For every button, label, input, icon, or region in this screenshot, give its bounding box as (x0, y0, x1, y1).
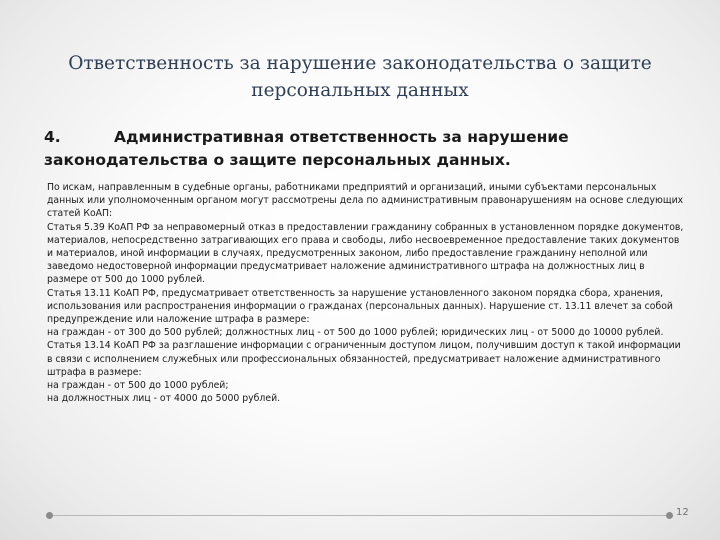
slide-title: Ответственность за нарушение законодательства о защите персональных данных (68, 53, 652, 101)
body-paragraph: на должностных лиц - от 4000 до 5000 рублей. (47, 393, 281, 405)
footer-divider (50, 515, 670, 516)
section-heading (44, 126, 684, 172)
section-heading-text: Административная ответственность за нарушение законодательства о защите персональных данных. (44, 128, 569, 169)
footer-dot-left (46, 512, 53, 519)
slide-body (47, 181, 687, 405)
body-paragraph: на граждан - от 300 до 500 рублей; должностных лиц - от 500 до 1000 рублей; юридических лиц - от 5000 до 10000 рублей. (47, 327, 664, 339)
page-number: 12 (676, 507, 689, 518)
body-paragraph: Статья 5.39 КоАП РФ за неправомерный отказ в предоставлении гражданину собранных в установленном порядке документов, материалов, непосредственно затрагивающих его права и свободы, либо несвоевременное предоставление таких документов и материалов, иной информации в случаях, предусмотренных законом, либо предоставление гражданину неполной или заведомо недостоверной информации предусматривает наложение административного штрафа на должностных лиц в размере от 500 до 1000 рублей. (47, 221, 684, 286)
body-paragraph: на граждан - от 500 до 1000 рублей; (47, 380, 229, 392)
body-paragraph: Статья 13.11 КоАП РФ, предусматривает ответственность за нарушение установленного законом порядка сбора, хранения, использования или распространения информации о гражданах (персональных данных). Нарушение ст. 13.11 влечет за собой предупреждение или наложение штрафа в размере: (47, 287, 673, 326)
body-paragraph: По искам, направленным в судебные органы, работниками предприятий и организаций, иными субъектами персональных данных или уполномоченным органом могут рассмотрены дела по административным правонарушениям на основе следующих статей КоАП: (47, 182, 684, 220)
footer-dot-right (666, 512, 673, 519)
section-number: 4. (44, 128, 61, 146)
body-paragraph: Статья 13.14 КоАП РФ за разглашение информации с ограниченным доступом лицом, получившим доступ к такой информации в связи с исполнением служебных или профессиональных обязанностей, предусматривает наложение административного штрафа в размере: (47, 340, 681, 378)
